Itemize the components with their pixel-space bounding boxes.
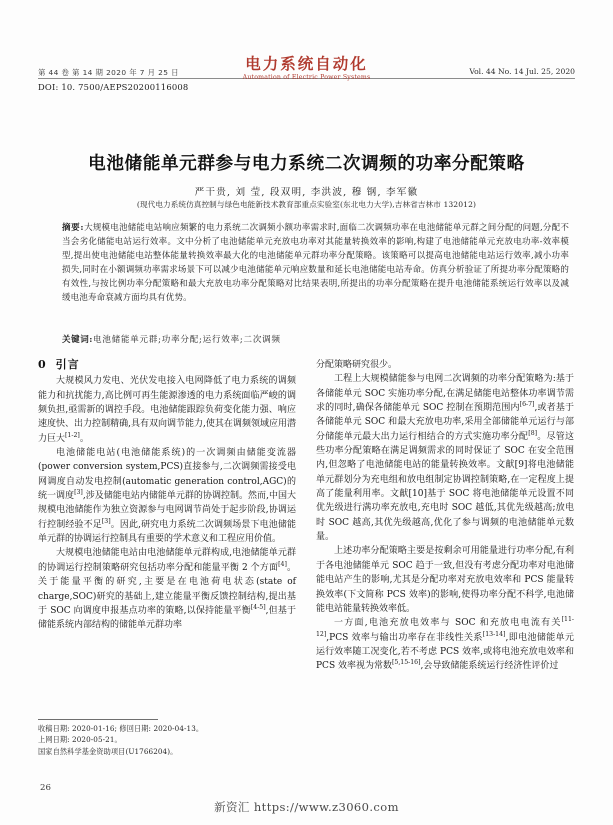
author-list: 严干贵, 刘 莹, 段双明, 李洪波, 穆 钢, 李军徽 [194, 187, 419, 198]
paragraph-text-cont2: 。尽管这些功率分配策略在满足调频需求的同时保证了 SOC 在安全范围内,但忽略了电池储能电站的能量转换效率。文献[9]将电池储能单元群划分为充电组和放电组制定协调控制策略,在一定程度上提高了能量利用率。文献[10]基于 SOC 将电池储能单元设置不同优先级进行满功率充放电,充电时 SOC 越低,其优先级越高;放电时 SOC 越高,其优先级越高,优化了参与调频的电池储能单元数量。 [316, 431, 574, 543]
paragraph [38, 446, 296, 546]
footnote-online-date: 上网日期: 2020-05-21。 [38, 735, 122, 745]
footnote-received-date: 收稿日期: 2020-01-16; 修回日期: 2020-04-13。 [38, 724, 204, 733]
left-column [38, 358, 296, 758]
paragraph-text-cont2: ,即电池储能单元运行效率随工况变化,若不考虑 PCS 效率,或将电池充放电效率和 PCS 效率视为常数 [316, 632, 574, 672]
paragraph-continuation [316, 358, 574, 372]
paragraph [38, 546, 296, 632]
paragraph [316, 372, 574, 544]
paragraph-text-cont: ,PCS 效率与输出功率存在非线性关系 [326, 632, 483, 643]
journal-title-cn: 电力系统自动化 [235, 54, 378, 75]
paragraph-text-cont: ,涉及储能电站内储能单元群的协调控制。然而,中国大规模电池储能作为独立资源参与电网调节尚处于起步阶段,协调运行控制经验不足 [38, 491, 296, 530]
paragraph-text-cont3: ,会导致储能系统运行经济性评价过 [420, 661, 559, 672]
section-heading-0 [38, 358, 296, 372]
keywords [62, 334, 569, 348]
paragraph-text: 一方面,电池充放电效率与 SOC 和充放电电流有关 [334, 618, 562, 629]
citation-ref: [3] [101, 517, 111, 525]
paragraph-text-cont2: ,但基于储能系统内部结构的储能单元群功率 [38, 605, 296, 631]
paragraph-text: 电池储能电站(电池储能系统)的一次调频由储能变流器(power conversion system,PCS)直接参与,二次调频需接受电网调度自动发电控制(automatic generation control,AGC)的统一调度 [38, 448, 296, 502]
section-title: 引言 [55, 358, 80, 371]
keywords-text: 电池储能单元群;功率分配;运行效率;二次调频 [93, 335, 281, 345]
abstract-label: 摘要: [62, 223, 85, 233]
paragraph [316, 616, 574, 673]
citation-ref: [4] [278, 560, 287, 568]
site-watermark: 新资汇 https://www.z3060.com [214, 800, 399, 814]
paragraph-text-cont2: 。因此,研究电力系统二次调频场景下电池储能单元群的协调运行控制具有重要的学术意义和工程应用价值。 [38, 519, 296, 545]
section-number: 0 [38, 358, 47, 371]
paragraph-text-cont: 。 [79, 433, 89, 444]
volume-issue-date: 第 44 卷 第 14 期 2020 年 7 月 25 日 [38, 67, 185, 78]
right-column [316, 358, 574, 758]
body-columns [38, 358, 575, 758]
affiliation: (现代电力系统仿真控制与绿色电能新技术教育部重点实验室(东北电力大学),吉林省吉林市 132012) [136, 200, 477, 209]
paragraph-text: 上述功率分配策略主要是按剩余可用能量进行功率分配,有利于各电池储能单元 SOC 趋于一致,但没有考虑分配功率对电池储能电站产生的影响,尤其是分配功率对充放电效率和 PCS 能量转换效率(下文简称 PCS 效率)的影响,使得功率分配不科学,电池储能电站能量转换效率低。 [316, 546, 574, 614]
page-number: 26 [40, 783, 51, 793]
citation-ref: [3] [74, 489, 83, 497]
paragraph-text: 工程上大规模储能参与电网二次调频的功率分配策略为:基于各储能单元 SOC 实施功率分配,在满足储能电站整体功率调节需求的同时,确保各储能单元 SOC 控制在预期范围内 [316, 374, 574, 414]
paragraph-text: 大规模风力发电、光伏发电接入电网降低了电力系统的调频能力和抗扰能力,高比例可再生能源渗透的电力系统面临严峻的调频负担,亟需新的调控手段。电池储能跟踪负荷变化能力强、响应速度快、出力控制精确,具有双向调节能力,使其在调频领域应用潜力巨大 [38, 376, 296, 444]
abstract-text: 大规模电池储能电站响应频繁的电力系统二次调频小额功率需求时,面临二次调频功率在电池储能单元群之间分配的问题,分配不当会劣化储能电站运行效率。文中分析了电池储能单元充放电功率对其能量转换效率的影响,构建了电池储能单元充放电功率-效率模型,提出使电池储能电站整体能量转换效率最大化的电池储能单元群功率分配策略。该策略可以提高电池储能电站运行效率,减小功率损失,同时在小额调频功率需求场景下可以减少电池储能单元响应数量和延长电池储能电站寿命。仿真分析验证了所提功率分配策略的有效性,与按比例功率分配策略和最大充放电功率分配策略对比结果表明,所提出的功率分配策略在提升电池储能系统运行效率以及减缓电池寿命衰减方面均具有优势。 [62, 223, 569, 303]
masthead [0, 54, 613, 98]
citation-ref: [4-5] [250, 603, 266, 611]
paragraph [38, 374, 296, 446]
volume-issue-date-en: Vol. 44 No. 14 Jul. 25, 2020 [463, 67, 575, 76]
citation-ref: [6-7] [519, 401, 535, 409]
keywords-label: 关键词: [62, 335, 94, 345]
citation-ref: [13-14] [482, 630, 506, 638]
journal-title-en: Automation of Electric Power Systems [242, 73, 371, 81]
paragraph [316, 544, 574, 616]
footnote-rule [38, 719, 158, 720]
footnote-funding: 国家自然科学基金资助项目(U1766204)。 [38, 746, 178, 756]
paragraph-text-cont: 。关于能量平衡的研究,主要是在电池荷电状态(state of charge,SOC)研究的基础上,建立能量平衡反馈控制结构,提出基于 SOC 向调度申报基点功率的策略,以保持能量平衡 [38, 562, 296, 616]
doi-line: DOI: 10. 7500/AEPS20200116008 [38, 82, 189, 92]
citation-ref: [11-12] [316, 616, 574, 638]
citation-ref: [5,15-16] [391, 659, 421, 667]
article-title: 电池储能单元群参与电力系统二次调频的功率分配策略 [88, 153, 525, 174]
paragraph-text: 大规模电池储能电站由电池储能单元群构成,电池储能单元群的协调运行控制策略研究包括功率分配和能量平衡 2 个方面 [38, 548, 296, 573]
citation-ref: [8] [528, 429, 538, 437]
paragraph-text-cont: ,或者基于各储能单元 SOC 和最大充放电功率,采用全部储能单元运行与部分储能单元最大出力运行相结合的方式实施功率分配 [316, 403, 574, 442]
footnote-block [38, 723, 268, 757]
citation-ref: [1-2] [65, 431, 80, 439]
paragraph-text: 分配策略研究很少。 [316, 360, 398, 370]
abstract [62, 222, 569, 305]
